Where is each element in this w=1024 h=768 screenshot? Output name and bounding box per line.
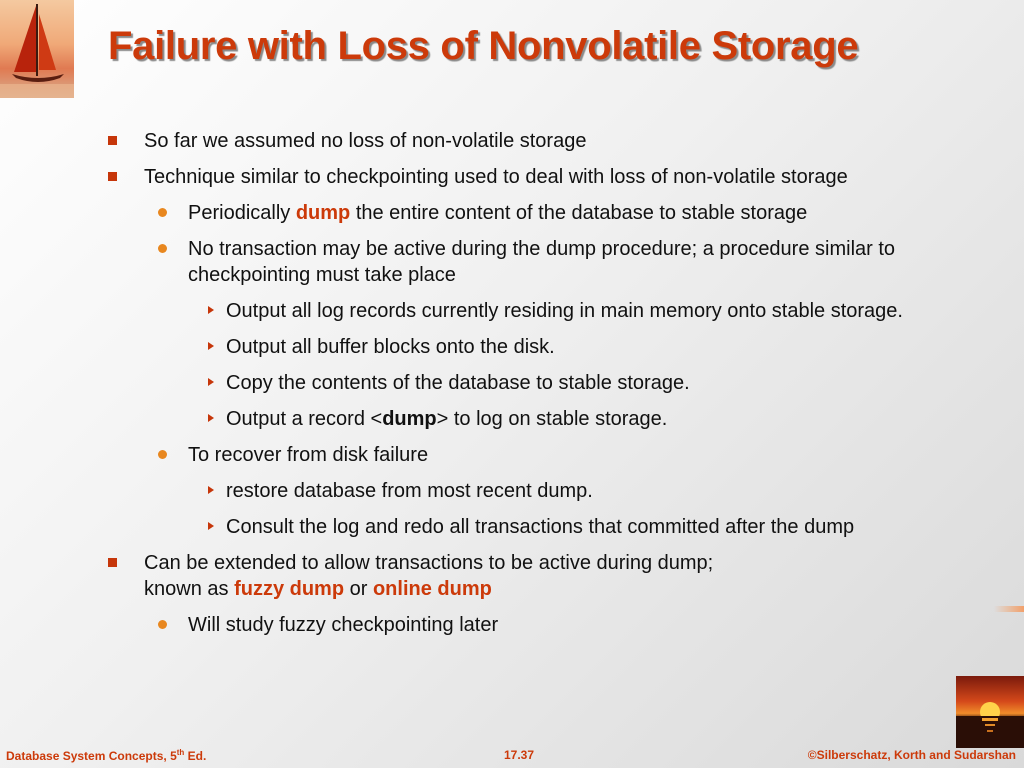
step-text: Output all log records currently residing in main memory onto stable storage. — [226, 300, 903, 322]
slide-title: Failure with Loss of Nonvolatile Storage — [108, 24, 859, 68]
slide-footer — [0, 748, 1024, 768]
step-text: restore database from most recent dump. — [226, 480, 593, 502]
bullet-item — [106, 128, 966, 154]
bullet-text: or — [344, 578, 373, 600]
keyword-online-dump: online dump — [372, 578, 492, 600]
step-text: Copy the contents of the database to stable storage. — [226, 372, 690, 394]
sunset-image — [956, 676, 1024, 748]
step-list — [188, 298, 966, 432]
sub-bullet-item — [144, 442, 966, 540]
bullet-item — [106, 164, 966, 540]
step-item — [188, 514, 966, 540]
keyword-dump: dump — [295, 202, 351, 224]
bullet-text: So far we assumed no loss of non-volatile storage — [144, 130, 587, 152]
bullet-text: Can be extended to allow transactions to be active during dump; — [144, 552, 714, 574]
step-item — [188, 406, 966, 432]
step-text: > to log on stable storage. — [436, 408, 668, 430]
step-item — [188, 478, 966, 504]
footer-page-number: 17.37 — [504, 748, 535, 762]
sub-bullet-text: Periodically — [188, 202, 296, 224]
step-list — [188, 478, 966, 540]
bullet-text: known as — [144, 578, 235, 600]
sub-bullet-text: To recover from disk failure — [188, 444, 429, 466]
sub-bullet-text: the entire content of the database to stable storage — [350, 202, 808, 224]
step-text: Output all buffer blocks onto the disk. — [226, 336, 555, 358]
bullet-item — [106, 550, 966, 638]
step-text: Output a record < — [226, 408, 383, 430]
footer-book-title: Database System Concepts, 5th Ed. — [6, 748, 207, 763]
bullet-text: Technique similar to checkpointing used to deal with loss of non-volatile storage — [144, 166, 848, 188]
slide-body — [106, 128, 966, 648]
sub-bullet-list — [144, 612, 966, 638]
sub-bullet-list — [144, 200, 966, 540]
step-text: Consult the log and redo all transactions that committed after the dump — [226, 516, 855, 538]
sub-bullet-item — [144, 236, 966, 432]
sub-bullet-text: Will study fuzzy checkpointing later — [188, 614, 499, 636]
sub-bullet-item — [144, 612, 966, 638]
bullet-list — [106, 128, 966, 638]
step-item — [188, 370, 966, 396]
sub-bullet-item — [144, 200, 966, 226]
sub-bullet-text: No transaction may be active during the dump procedure; a procedure similar to checkpointing must take place — [188, 238, 896, 286]
keyword-dump-record: dump — [382, 408, 437, 430]
sailboat-logo — [0, 0, 74, 98]
decorative-stripe — [994, 606, 1024, 612]
footer-copyright: ©Silberschatz, Korth and Sudarshan — [807, 748, 1016, 762]
keyword-fuzzy-dump: fuzzy dump — [234, 578, 345, 600]
step-item — [188, 298, 966, 324]
step-item — [188, 334, 966, 360]
